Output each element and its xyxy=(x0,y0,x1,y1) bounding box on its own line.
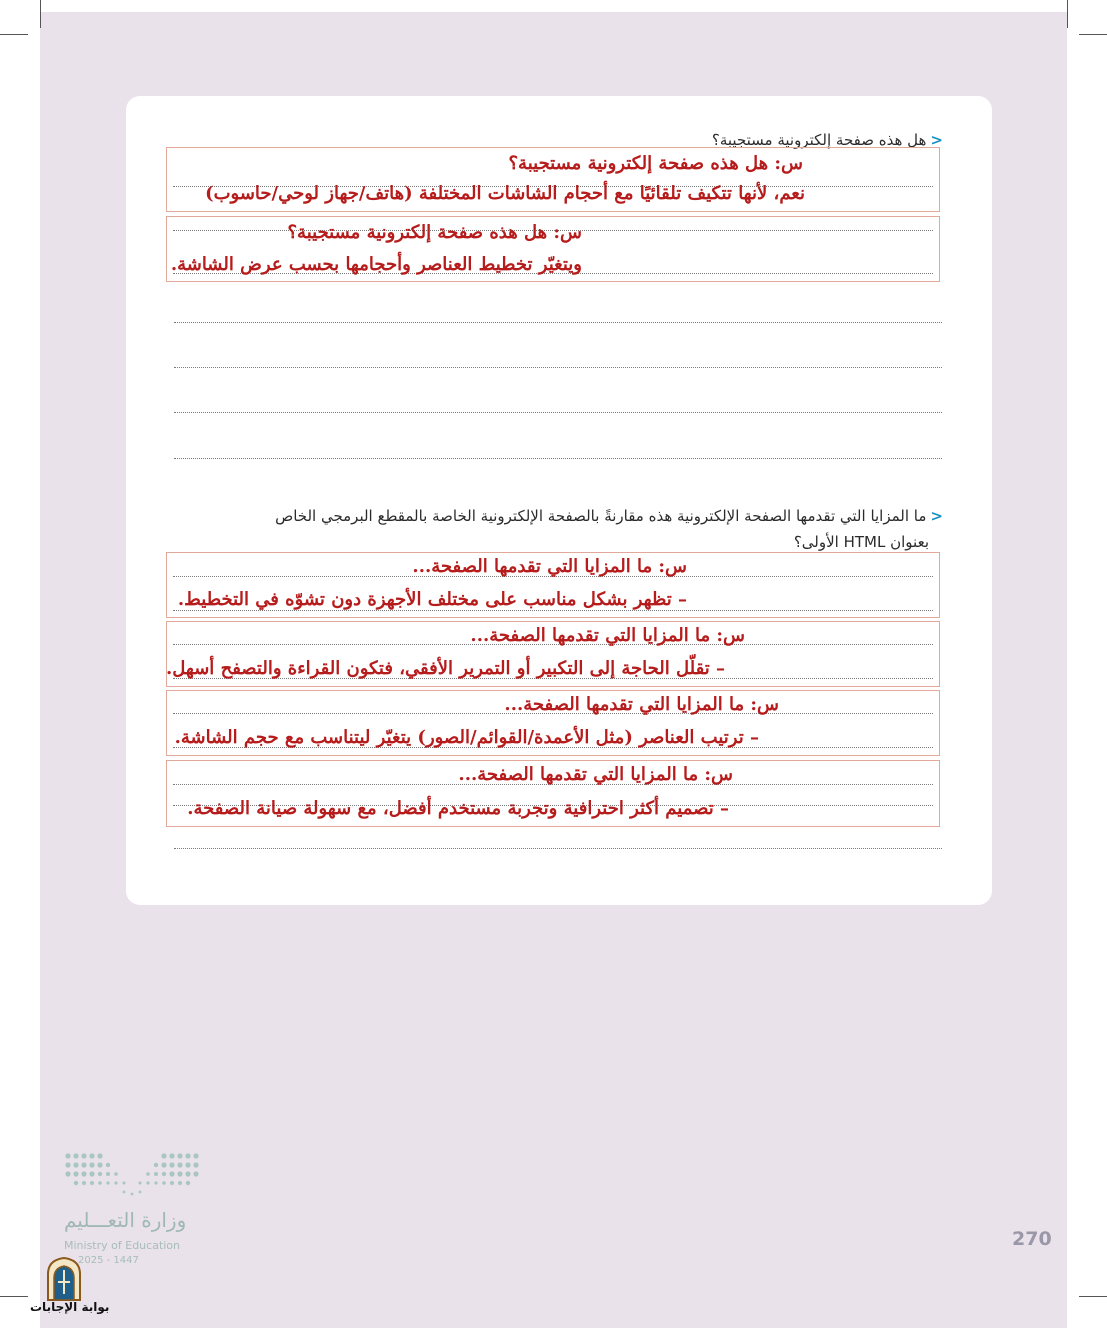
answer-line: – تصميم أكثر احترافية وتجربة مستخدم أفضل، مع سهولة صيانة الصفحة. xyxy=(187,798,729,819)
question-2 xyxy=(275,503,943,529)
answer-question-line: س: ما المزايا التي تقدمها الصفحة... xyxy=(412,556,687,577)
chevron-icon: < xyxy=(930,131,943,149)
answer-line: نعم، لأنها تتكيف تلقائيًا مع أحجام الشاشات المختلفة (هاتف/جهاز لوحي/حاسوب) xyxy=(205,183,805,204)
question-2-line1: ما المزايا التي تقدمها الصفحة الإلكترونية هذه مقارنةً بالصفحة الإلكترونية الخاصة بالمقطع البرمجي الخاص xyxy=(275,507,927,525)
crop-mark xyxy=(1067,0,1068,28)
answer-question-line: س: ما المزايا التي تقدمها الصفحة... xyxy=(504,694,779,715)
answer-question-line: س: هل هذه صفحة إلكترونية مستجيبة؟ xyxy=(508,153,803,174)
chevron-icon: < xyxy=(930,507,943,525)
crop-mark xyxy=(0,1296,28,1297)
crop-mark xyxy=(40,0,41,28)
answer-box xyxy=(166,552,940,618)
dotted-answer-line xyxy=(174,458,942,459)
question-1-text: هل هذه صفحة إلكترونية مستجيبة؟ xyxy=(711,131,927,149)
dotted-answer-line xyxy=(174,367,942,368)
answer-line: – تظهر بشكل مناسب على مختلف الأجهزة دون تشوّه في التخطيط. xyxy=(177,589,687,610)
page-number: 270 xyxy=(1012,1228,1052,1250)
answer-question-line: س: هل هذه صفحة إلكترونية مستجيبة؟ xyxy=(287,222,582,243)
answer-box xyxy=(166,760,940,827)
answer-box xyxy=(166,147,940,212)
ministry-name-en: Ministry of Education xyxy=(64,1239,181,1252)
crop-mark xyxy=(1079,1296,1107,1297)
watermark-label: بوابة الإجابات xyxy=(30,1300,110,1314)
dotted-answer-line xyxy=(174,848,942,849)
gate-logo-icon xyxy=(44,1256,84,1302)
answer-box xyxy=(166,216,940,282)
answer-box xyxy=(166,690,940,756)
answer-question-line: س: ما المزايا التي تقدمها الصفحة... xyxy=(458,764,733,785)
ministry-logo-icon xyxy=(64,1152,200,1198)
dotted-answer-line xyxy=(174,412,942,413)
answer-box xyxy=(166,621,940,687)
question-2-line2: بعنوان HTML الأولى؟ xyxy=(793,533,929,551)
answer-line: – ترتيب العناصر (مثل الأعمدة/القوائم/الصور) يتغيّر ليتناسب مع حجم الشاشة. xyxy=(174,727,759,748)
ministry-name-ar: وزارة التعـــليم xyxy=(64,1208,187,1232)
answer-question-line: س: ما المزايا التي تقدمها الصفحة... xyxy=(470,625,745,646)
answer-line: ويتغيّر تخطيط العناصر وأحجامها بحسب عرض الشاشة. xyxy=(170,254,582,275)
ministry-year: 2025 - 1447 xyxy=(78,1255,139,1266)
answer-line: – تقلّل الحاجة إلى التكبير أو التمرير الأفقي، فتكون القراءة والتصفح أسهل. xyxy=(166,658,725,679)
crop-mark xyxy=(0,34,28,35)
dotted-answer-line xyxy=(174,322,942,323)
crop-mark xyxy=(1079,34,1107,35)
